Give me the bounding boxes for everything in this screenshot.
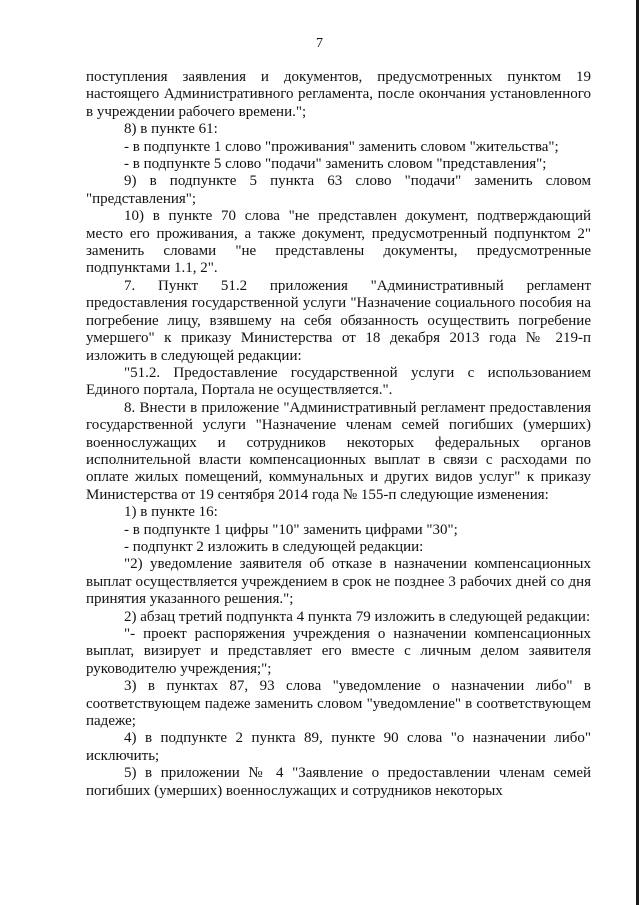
paragraph-p13: "2) уведомление заявителя об отказе в назначении компенсационных выплат осуществляется учреждением в срок не позднее 3 рабочих дней со дня принятия указанного решения."; [86,556,591,608]
paragraph-p14: 2) абзац третий подпункта 4 пункта 79 изложить в следующей редакции: [124,608,591,625]
paragraph-p03: - в подпункте 1 слово "проживания" заменить словом "жительства"; [124,138,559,155]
paragraph-p02: 8) в пункте 61: [124,121,218,138]
paragraph-p17: 4) в подпункте 2 пункта 89, пункте 90 слова "о назначении либо" исключить; [86,730,591,764]
paragraph-p16: 3) в пунктах 87, 93 слова "уведомление о назначении либо" в соответствующем падеже заменить словом "уведомление" в соответствующем падеже; [86,678,591,730]
paragraph-p15: "- проект распоряжения учреждения о назначении компенсационных выплат, визирует и представляет его вместе с личным делом заявителя руководителю учреждения;"; [86,626,591,677]
paragraph-p18: 5) в приложении № 4 "Заявление о предоставлении членам семей погибших (умерших) военнослужащих и сотрудников некоторых [86,765,591,799]
paragraph-p06: 10) в пункте 70 слова "не представлен документ, подтверждающий место его проживания, а также документ, предусмотренный подпунктом 2" заменить словами "не представлены документы, предусмотренные подпунктами 1.1, 2". [86,208,591,277]
paragraph-p10: 1) в пункте 16: [124,504,218,521]
paragraph-p12: - подпункт 2 изложить в следующей редакции: [124,538,424,555]
document-body [86,69,591,800]
paragraph-p09: 8. Внести в приложение "Административный регламент предоставления государственной услуги "Назначение членам семей погибших (умерших) военнослужащих и сотрудников некоторых федеральных органов исполнительной власти компенсационных выплат в связи с расходами по оплате жилых помещений, коммунальных и других видов услуг" к приказу Министерства от 19 сентября 2014 года № 155-п следующие изменения: [86,399,591,503]
paragraph-p08: "51.2. Предоставление государственной услуги с использованием Единого портала, Портала не осуществляется.". [86,364,591,399]
page-number: 7 [316,36,323,51]
paragraph-p04: - в подпункте 5 слово "подачи" заменить словом "представления"; [124,156,547,173]
paragraph-p11: - в подпункте 1 цифры "10" заменить цифрами "30"; [124,521,458,538]
paragraph-p01: поступления заявления и документов, предусмотренных пунктом 19 настоящего Административного регламента, после окончания установленного в учреждении рабочего времени."; [86,69,591,120]
paragraph-p07: 7. Пункт 51.2 приложения "Административный регламент предоставления государственной услуги "Назначение социального пособия на погребение лицу, взявшему на себя обязанность осуществить погребение умершего" к приказу Министерства от 18 декабря 2013 года № 219-п изложить в следующей редакции: [86,277,591,364]
paragraph-p05: 9) в подпункте 5 пункта 63 слово "подачи" заменить словом "представления"; [86,173,591,207]
